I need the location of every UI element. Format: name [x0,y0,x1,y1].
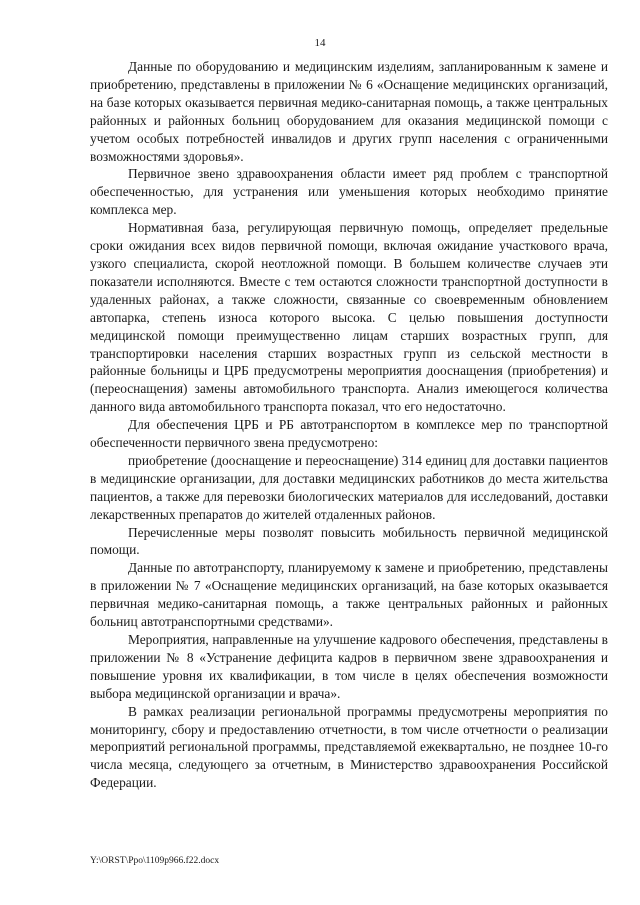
paragraph-regulatory-base: Нормативная база, регулирующая первичную помощь, определяет предельные сроки ожидания всех видов первичной помощи, включая ожидание участкового врача, узкого специалиста, скорой неотложной помощи. В большем количестве случаев эти показатели исполняются. Вместе с тем остаются сложности транспортной доступности в удаленных районах, а также сложности, связанные со своевременным обновлением автопарка, степень износа которого высока. С целью повышения доступности медицинской помощи преимущественно лицам старших возрастных групп, для транспортировки населения старших возрастных групп из сельской местности в районные больницы и ЦРБ предусмотрены мероприятия дооснащения (приобретения) и (переоснащения) замены автомобильного транспорта. Анализ имеющегося количества данного вида автомобильного транспорта показал, что его недостаточно. [90,220,608,415]
paragraph-transport-measures: Для обеспечения ЦРБ и РБ автотранспортом в комплексе мер по транспортной обеспеченности первичного звена предусмотрено: [90,417,608,451]
footer-file-path: Y:\ORST\Ppo\1109p966.f22.docx [90,856,220,866]
paragraph-transport-appendix-7: Данные по автотранспорту, планируемому к замене и приобретению, представлены в приложении № 7 «Оснащение медицинских организаций, на базе которых оказывается первичная медико-санитарная помощь, а также центральных районных и районных больниц автотранспортными средствами». [90,560,608,630]
paragraph-vehicle-acquisition: приобретение (дооснащение и переоснащение) 314 единиц для доставки пациентов в медицинские организации, для доставки медицинских работников до места жительства пациентов, а также для перевозки биологических материалов для исследований, доставки лекарственных препаратов до жителей отдаленных районов. [90,452,608,522]
paragraph-mobility: Перечисленные меры позволят повысить мобильность первичной медицинской помощи. [90,524,608,558]
paragraph-staffing-appendix-8: Мероприятия, направленные на улучшение кадрового обеспечения, представлены в приложении № 8 «Устранение дефицита кадров в первичном звене здравоохранения и повышение уровня их квалификации, в том числе в целях обеспечения возможности выбора медицинской организации и врача». [90,632,608,701]
paragraph-monitoring-reporting: В рамках реализации региональной программы предусмотрены мероприятия по мониторингу, сбору и предоставлению отчетности, в том числе отчетности о реализации мероприятий региональной программы, представляемой ежеквартально, не позднее 10-го числа месяца, следующего за отчетным, в Министерство здравоохранения Российской Федерации. [90,703,608,791]
paragraph-transport-problems: Первичное звено здравоохранения области имеет ряд проблем с транспортной обеспеченностью, для устранения или уменьшения которых необходимо принятие комплекса мер. [90,166,608,218]
page-number: 14 [314,37,326,49]
paragraph-equipment-appendix-6: Данные по оборудованию и медицинским изделиям, запланированным к замене и приобретению, представлены в приложении № 6 «Оснащение медицинских организаций, на базе которых оказывается первичная медико-санитарная помощь, а также центральных районных и районных больниц оборудованием для оказания медицинской помощи с учетом особых потребностей инвалидов и других групп населения с ограниченными возможностями здоровья». [90,59,608,164]
document-body [90,58,608,792]
